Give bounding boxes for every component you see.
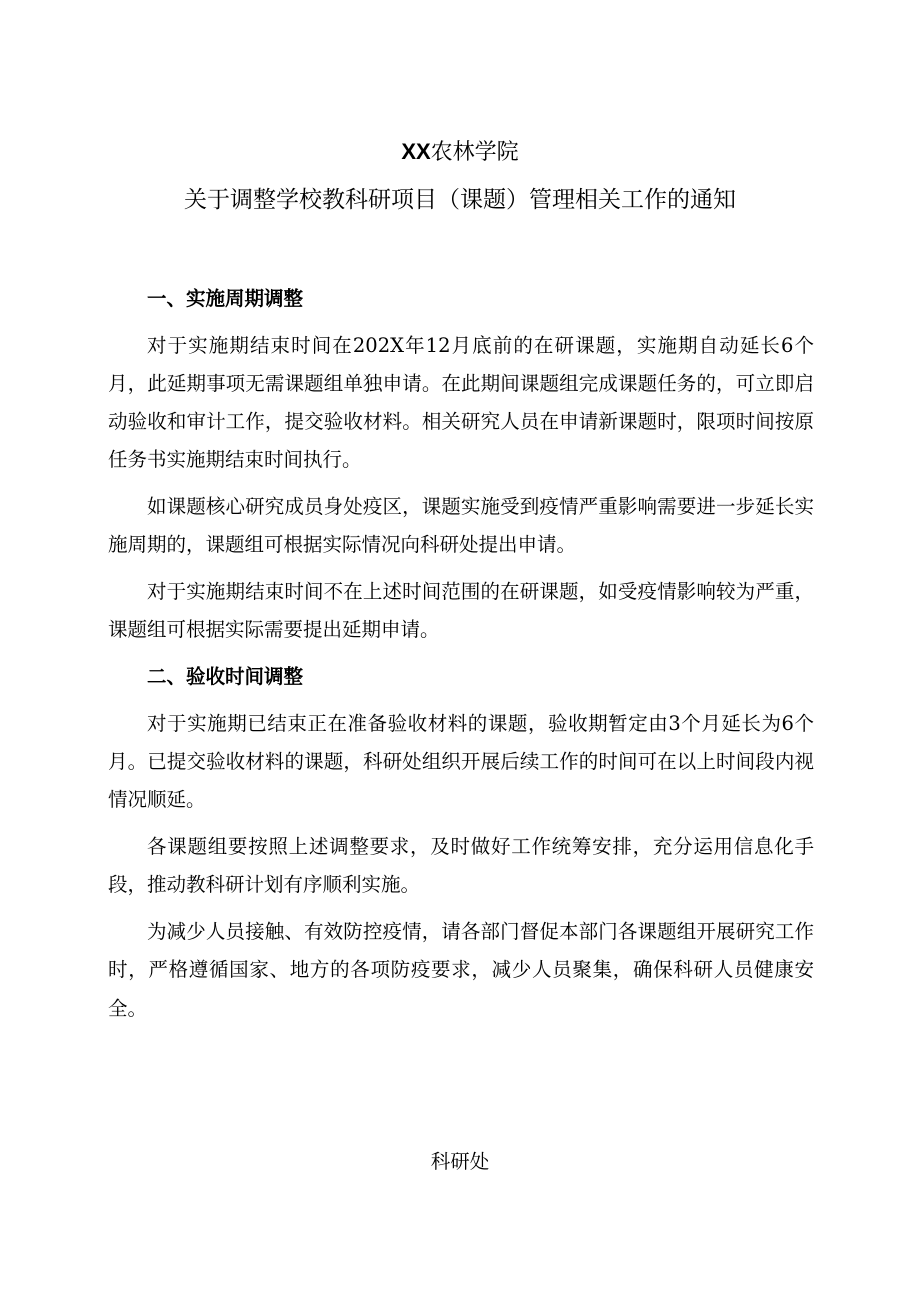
notice-title: 关于调整学校教科研项目（课题）管理相关工作的通知 bbox=[184, 187, 736, 213]
signature: 科研处 bbox=[430, 1150, 490, 1173]
paragraph: 各课题组要按照上述调整要求，及时做好工作统筹安排，充分运用信息化手段，推动教科研计划有序顺利实施。 bbox=[108, 835, 814, 897]
paragraph: 如课题核心研究成员身处疫区，课题实施受到疫情严重影响需要进一步延长实施周期的，课题组可根据实际情况向科研处提出申请。 bbox=[108, 495, 814, 557]
organization-title bbox=[0, 137, 920, 168]
section-heading-cycle: 一、实施周期调整 bbox=[147, 287, 304, 310]
paragraph: 对于实施期结束时间不在上述时间范围的在研课题，如受疫情影响较为严重，课题组可根据实际需要提出延期申请。 bbox=[108, 580, 814, 642]
paragraph: 对于实施期已结束正在准备验收材料的课题，验收期暂定由3个月延长为6个月。已提交验收材料的课题，科研处组织开展后续工作的时间可在以上时间段内视情况顺延。 bbox=[108, 712, 814, 812]
organization-name: 农林学院 bbox=[430, 140, 519, 165]
section-heading-acceptance: 二、验收时间调整 bbox=[147, 665, 304, 689]
document-body bbox=[108, 280, 814, 1036]
paragraph: 对于实施期结束时间在202X年12月底前的在研课题，实施期自动延长6个月，此延期事项无需课题组单独申请。在此期间课题组完成课题任务的，可立即启动验收和审计工作，提交验收材料。相关研究人员在申请新课题时，限项时间按原任务书实施期结束时间执行。 bbox=[108, 333, 814, 472]
organization-prefix: XX bbox=[401, 139, 431, 164]
paragraph: 为减少人员接触、有效防控疫情，请各部门督促本部门各课题组开展研究工作时，严格遵循国家、地方的各项防疫要求，减少人员聚集，确保科研人员健康安全。 bbox=[108, 920, 814, 1020]
